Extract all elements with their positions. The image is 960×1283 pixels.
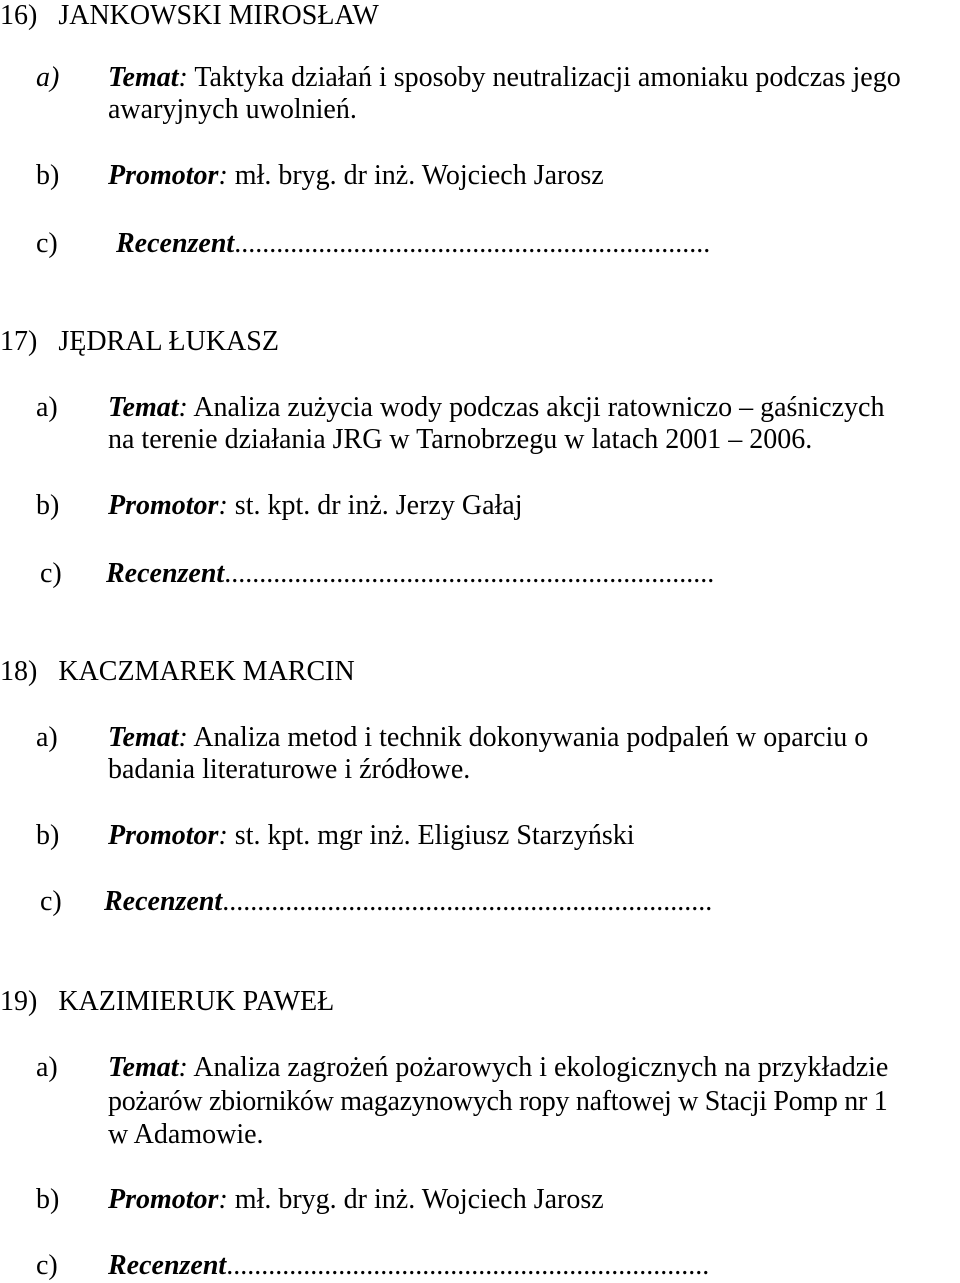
entry-name: JĘDRAL ŁUKASZ xyxy=(58,326,279,357)
entry-number: 19) xyxy=(0,986,38,1017)
entry-number: 18) xyxy=(0,656,38,687)
topic-text-line: Taktyka działań i sposoby neutralizacji amoniaku podczas jego xyxy=(194,62,901,93)
reviewer-label: Recenzent xyxy=(104,886,223,917)
item-marker: a) xyxy=(36,722,58,753)
entry-number: 16) xyxy=(0,0,38,31)
item-marker: c) xyxy=(40,886,62,917)
entry-17-heading xyxy=(0,326,279,358)
entry-18-heading xyxy=(0,656,355,688)
entry-19-heading xyxy=(0,986,334,1018)
entry-name: KACZMAREK MARCIN xyxy=(58,656,355,687)
topic-text-line: pożarów zbiorników magazynowych ropy naftowej w Stacji Pomp nr 1 xyxy=(108,1086,888,1117)
promotor-name: mł. bryg. dr inż. Wojciech Jarosz xyxy=(234,1184,604,1215)
reviewer-dots: ...................................................................... xyxy=(222,886,713,917)
reviewer-dots: .................................................................... xyxy=(234,228,711,259)
topic-label: Temat xyxy=(108,392,179,423)
promotor-name: st. kpt. dr inż. Jerzy Gałaj xyxy=(234,490,523,521)
promotor-name: mł. bryg. dr inż. Wojciech Jarosz xyxy=(234,160,604,191)
promotor-label: Promotor xyxy=(108,820,219,851)
topic-label: Temat xyxy=(108,1052,179,1083)
item-marker: b) xyxy=(36,490,60,521)
topic-label: Temat xyxy=(108,722,179,753)
item-marker: a) xyxy=(36,392,58,423)
item-marker: a) xyxy=(36,1052,58,1083)
reviewer-label: Recenzent xyxy=(106,558,225,589)
item-marker: c) xyxy=(36,228,58,259)
reviewer-dots: ..................................................................... xyxy=(226,1250,710,1281)
topic-label: Temat xyxy=(108,62,179,93)
topic-text-line: na terenie działania JRG w Tarnobrzegu w latach 2001 – 2006. xyxy=(108,424,813,455)
promotor-label: Promotor xyxy=(108,1184,219,1215)
topic-text-line: awaryjnych uwolnień. xyxy=(108,94,357,125)
reviewer-label: Recenzent xyxy=(116,228,235,259)
item-marker: b) xyxy=(36,820,60,851)
topic-text-line: w Adamowie. xyxy=(108,1119,264,1150)
topic-text-line: Analiza zużycia wody podczas akcji ratowniczo – gaśniczych xyxy=(193,392,885,423)
entry-name: KAZIMIERUK PAWEŁ xyxy=(58,986,335,1017)
item-marker: a) xyxy=(36,62,60,93)
promotor-name: st. kpt. mgr inż. Eligiusz Starzyński xyxy=(234,820,635,851)
entry-16-heading xyxy=(0,0,379,32)
topic-text-line: Analiza metod i technik dokonywania podpaleń w oparciu o xyxy=(193,722,869,753)
item-marker: c) xyxy=(40,558,62,589)
item-marker: b) xyxy=(36,1184,60,1215)
item-marker: b) xyxy=(36,160,60,191)
entry-number: 17) xyxy=(0,326,38,357)
item-marker: c) xyxy=(36,1250,58,1281)
reviewer-label: Recenzent xyxy=(108,1250,227,1281)
topic-text-line: badania literaturowe i źródłowe. xyxy=(108,754,471,785)
topic-text-line: Analiza zagrożeń pożarowych i ekologicznych na przykładzie xyxy=(193,1052,889,1083)
promotor-label: Promotor xyxy=(108,490,219,521)
entry-name: JANKOWSKI MIROSŁAW xyxy=(58,0,379,31)
reviewer-dots: ...................................................................... xyxy=(224,558,715,589)
promotor-label: Promotor xyxy=(108,160,219,191)
